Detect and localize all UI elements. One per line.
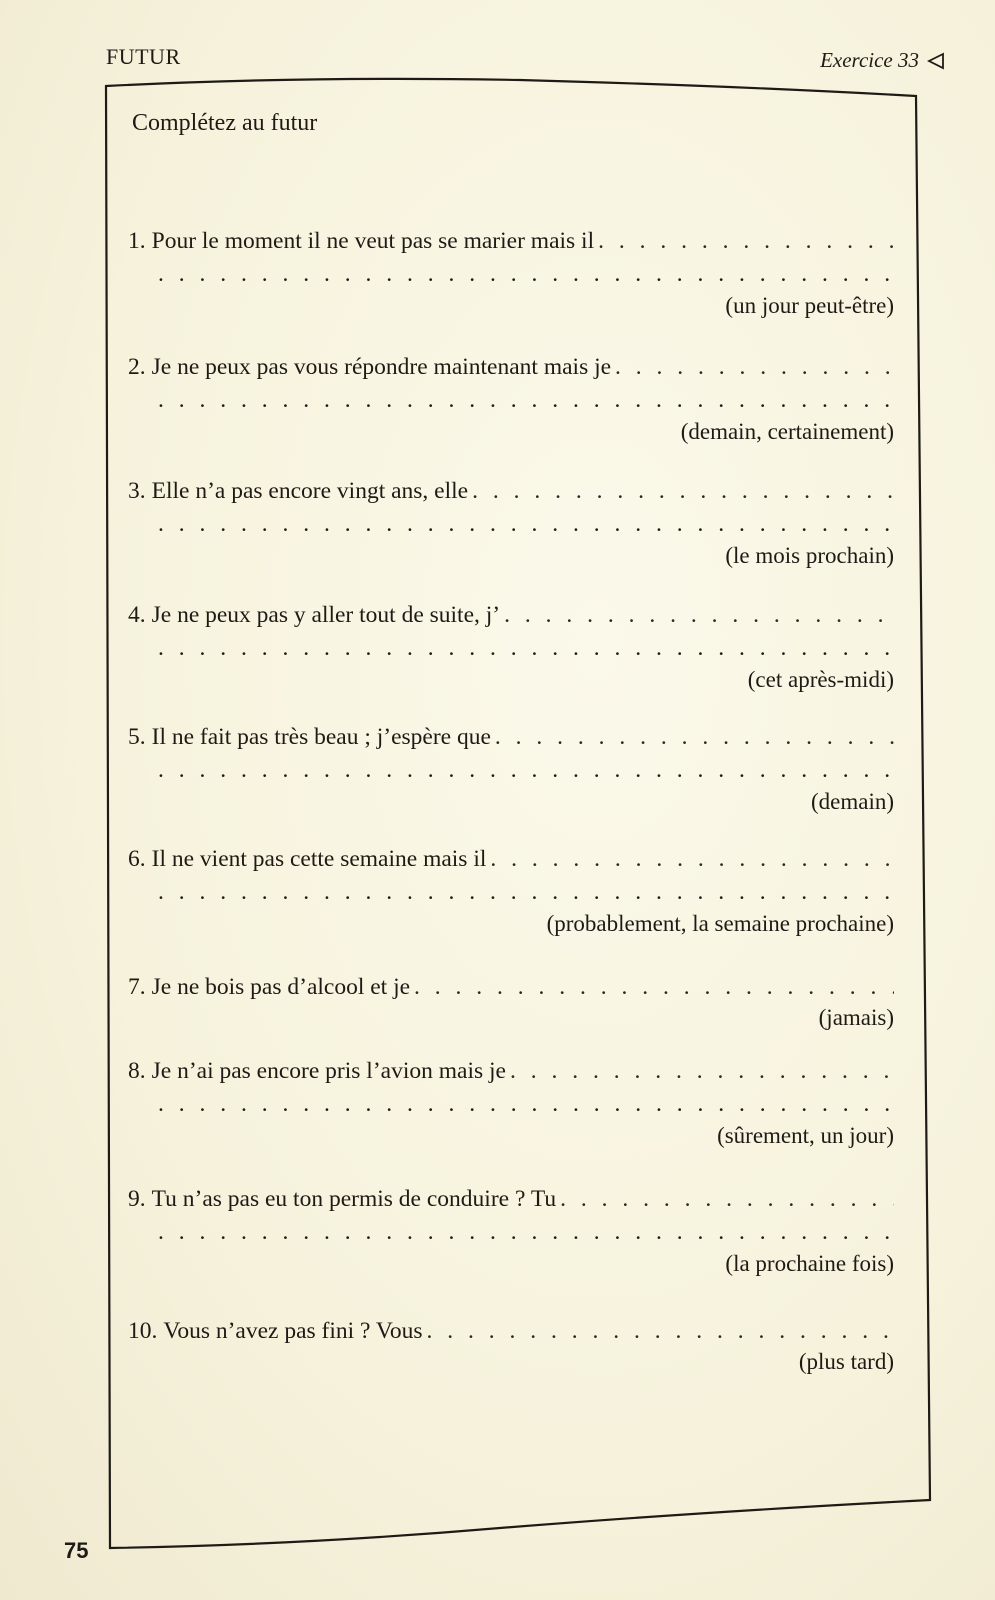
exercise-label: Exercice 33: [820, 48, 919, 72]
answer-line[interactable]: [158, 1219, 894, 1247]
item-hint: (cet après-midi): [747, 667, 894, 692]
item-hint: (la prochaine fois): [725, 1251, 894, 1276]
answer-line[interactable]: [158, 635, 894, 663]
answer-blank[interactable]: [510, 1058, 894, 1085]
answer-line[interactable]: [158, 387, 894, 415]
answer-blank[interactable]: [615, 354, 894, 381]
answer-line[interactable]: [158, 261, 894, 289]
answer-blank[interactable]: [495, 724, 894, 751]
item-prompt: Pour le moment il ne veut pas se marier mais il: [151, 228, 595, 254]
section-title: FUTUR: [106, 44, 181, 69]
item-hint: (un jour peut-être): [725, 293, 894, 318]
item-number: 8.: [128, 1058, 146, 1084]
item-prompt: Tu n’as pas eu ton permis de conduire ? Tu: [151, 1186, 557, 1212]
item-prompt: Il ne vient pas cette semaine mais il: [151, 846, 487, 872]
answer-blank[interactable]: [560, 1186, 894, 1213]
answer-blank[interactable]: [504, 602, 894, 629]
triangle-left-icon: [927, 52, 945, 70]
exercise-header: [820, 48, 945, 73]
item-number: 4.: [128, 602, 146, 628]
item-prompt: Je ne peux pas y aller tout de suite, j’: [151, 602, 501, 628]
item-number: 7.: [128, 974, 146, 1000]
item-prompt: Je n’ai pas encore pris l’avion mais je: [151, 1058, 506, 1084]
answer-blank[interactable]: [472, 478, 894, 505]
exercise-item-4: [128, 602, 894, 693]
item-hint: (demain): [810, 789, 894, 814]
exercise-item-10: [128, 1318, 894, 1375]
exercise-item-5: [128, 724, 894, 815]
page-number: 75: [64, 1538, 89, 1563]
answer-line[interactable]: [158, 1091, 894, 1119]
exercise-item-1: [128, 228, 894, 319]
item-number: 10.: [128, 1318, 158, 1344]
item-hint: (demain, certainement): [680, 419, 894, 444]
item-number: 9.: [128, 1186, 146, 1212]
item-hint: (probablement, la semaine prochaine): [546, 911, 894, 936]
item-prompt: Je ne peux pas vous répondre maintenant mais je: [151, 354, 612, 380]
answer-line[interactable]: [158, 511, 894, 539]
item-hint: (jamais): [818, 1005, 894, 1030]
item-hint: (le mois prochain): [725, 543, 894, 568]
answer-blank[interactable]: [427, 1318, 894, 1345]
instruction-text: Complétez au futur: [132, 110, 318, 136]
item-number: 1.: [128, 228, 146, 254]
item-hint: (plus tard): [798, 1349, 894, 1374]
answer-blank[interactable]: [414, 974, 894, 1001]
item-prompt: Je ne bois pas d’alcool et je: [151, 974, 411, 1000]
item-number: 5.: [128, 724, 146, 750]
exercise-item-2: [128, 354, 894, 445]
item-prompt: Elle n’a pas encore vingt ans, elle: [151, 478, 469, 504]
answer-line[interactable]: [158, 757, 894, 785]
exercise-item-9: [128, 1186, 894, 1277]
item-prompt: Il ne fait pas très beau ; j’espère que: [151, 724, 491, 750]
exercise-item-8: [128, 1058, 894, 1149]
answer-blank[interactable]: [490, 846, 894, 873]
item-prompt: Vous n’avez pas fini ? Vous: [163, 1318, 423, 1344]
exercise-item-6: [128, 846, 894, 937]
answer-blank[interactable]: [598, 228, 894, 255]
item-number: 3.: [128, 478, 146, 504]
item-number: 6.: [128, 846, 146, 872]
answer-line[interactable]: [158, 879, 894, 907]
exercise-item-7: [128, 974, 894, 1031]
exercise-item-3: [128, 478, 894, 569]
item-number: 2.: [128, 354, 146, 380]
item-hint: (sûrement, un jour): [717, 1123, 894, 1148]
